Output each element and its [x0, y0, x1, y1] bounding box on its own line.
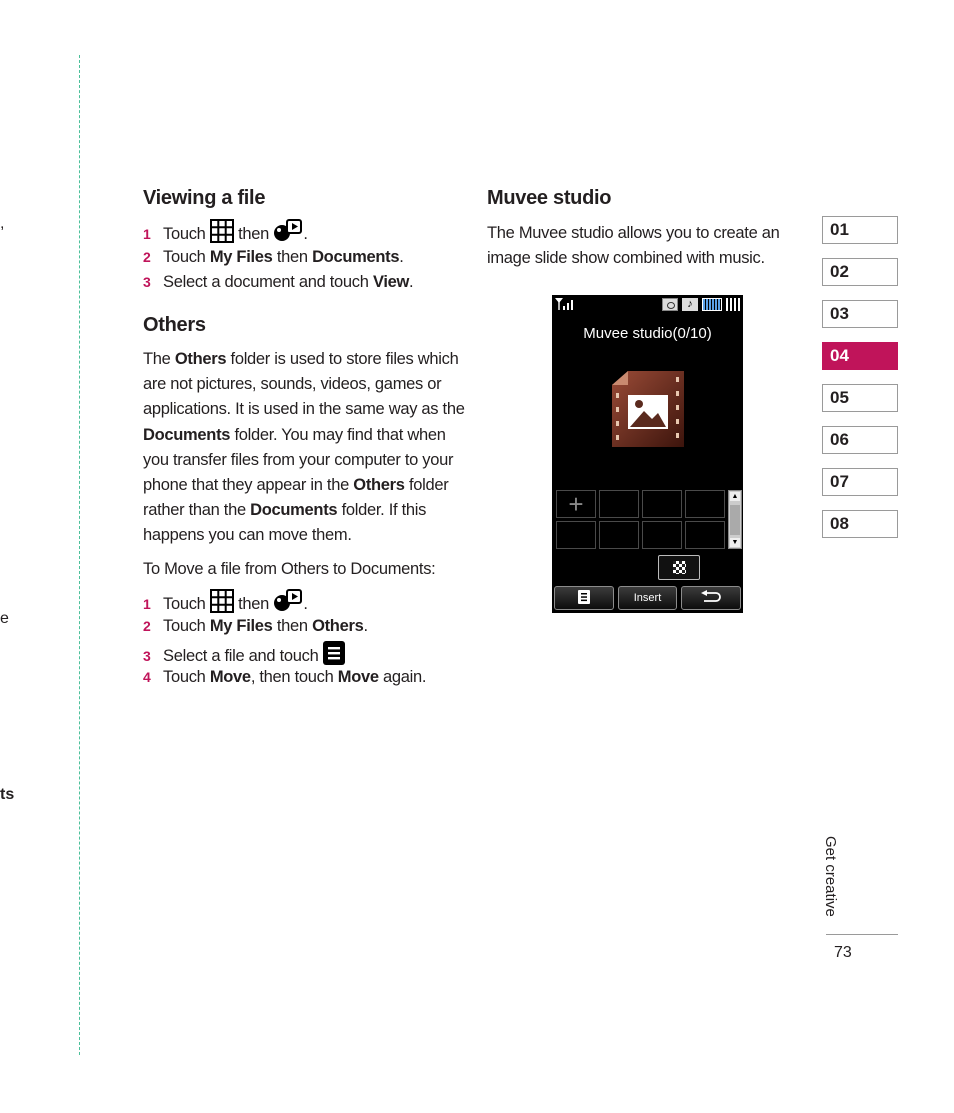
chapter-tab-06[interactable]: 06: [822, 426, 898, 454]
scroll-down-icon[interactable]: ▼: [731, 539, 739, 546]
viewing-step-3: 3 Select a document and touch View.: [143, 273, 414, 291]
chapter-tab-08[interactable]: 08: [822, 510, 898, 538]
viewing-step-2: 2 Touch My Files then Documents.: [143, 248, 404, 266]
page-number: 73: [834, 944, 852, 961]
others-paragraph: The Others folder is used to store files which are not pictures, sounds, videos, games or applications. It is used in the same way as the Documents folder. You may find that when you transfer files from your computer to your phone that they appear in the Others folder rather than the Documents folder. If this happens you can move them.: [143, 350, 465, 545]
slide-cell[interactable]: [599, 521, 639, 549]
chapter-tab-07[interactable]: 07: [822, 468, 898, 496]
options-menu-icon: [578, 590, 590, 604]
chapter-tab-02[interactable]: 02: [822, 258, 898, 286]
section-label: Get creative: [822, 836, 839, 917]
step-number: 2: [143, 618, 151, 634]
camera-status-icon: [662, 298, 678, 311]
others-intro: To Move a file from Others to Documents:: [143, 560, 436, 578]
slide-add-cell[interactable]: [556, 490, 596, 518]
signal-icon: [555, 298, 577, 310]
others-step-1: 1 Touch then .: [143, 589, 308, 614]
edge-fragment: ts: [0, 786, 15, 803]
effect-button[interactable]: [658, 555, 700, 580]
muvee-paragraph: The Muvee studio allows you to create an image slide show combined with music.: [487, 224, 780, 268]
menu-grid-icon: [210, 219, 234, 243]
options-menu-icon: [323, 641, 345, 665]
edge-fragment: ,: [0, 215, 5, 232]
insert-softkey[interactable]: Insert: [618, 586, 677, 610]
others-step-4: 4 Touch Move, then touch Move again.: [143, 668, 427, 686]
step-number: 3: [143, 648, 151, 664]
scroll-thumb[interactable]: [730, 505, 740, 535]
back-softkey[interactable]: [681, 586, 741, 610]
viewing-heading: Viewing a file: [143, 187, 266, 209]
step-number: 1: [143, 596, 151, 612]
slideshow-film-icon: [612, 371, 684, 447]
screen-title: Muvee studio(0/10): [583, 325, 712, 342]
slide-cell[interactable]: [599, 490, 639, 518]
multimedia-icon: [273, 219, 303, 243]
options-softkey[interactable]: [554, 586, 614, 610]
phone-screen: [552, 295, 743, 613]
step-number: 3: [143, 274, 151, 290]
edge-fragment: e: [0, 610, 9, 627]
slide-cell[interactable]: [685, 490, 725, 518]
viewing-step-1: 1 Touch then .: [143, 219, 308, 244]
others-step-3: 3 Select a file and touch: [143, 641, 345, 666]
music-status-icon: ♪: [682, 298, 698, 311]
others-heading: Others: [143, 314, 206, 336]
slide-cell[interactable]: [642, 490, 682, 518]
others-step-2: 2 Touch My Files then Others.: [143, 617, 368, 635]
multimedia-icon: [273, 589, 303, 613]
slide-cell[interactable]: [642, 521, 682, 549]
step-number: 1: [143, 226, 151, 242]
menu-grid-icon: [210, 589, 234, 613]
scrollbar[interactable]: [728, 490, 742, 549]
cut-line: [79, 55, 80, 1055]
scroll-up-icon[interactable]: ▲: [731, 493, 739, 500]
back-arrow-icon: [700, 590, 722, 604]
step-number: 2: [143, 249, 151, 265]
footer-rule: [826, 934, 898, 935]
slide-cell[interactable]: [556, 521, 596, 549]
slide-cell[interactable]: [685, 521, 725, 549]
network-status-icon: [726, 298, 740, 311]
chapter-tab-04[interactable]: 04: [822, 342, 898, 370]
chapter-tab-01[interactable]: 01: [822, 216, 898, 244]
step-number: 4: [143, 669, 151, 685]
chapter-tab-03[interactable]: 03: [822, 300, 898, 328]
checker-icon: [673, 561, 686, 574]
muvee-heading: Muvee studio: [487, 187, 612, 209]
battery-icon: [702, 298, 722, 311]
chapter-tab-05[interactable]: 05: [822, 384, 898, 412]
add-slide-icon[interactable]: +: [568, 489, 584, 519]
